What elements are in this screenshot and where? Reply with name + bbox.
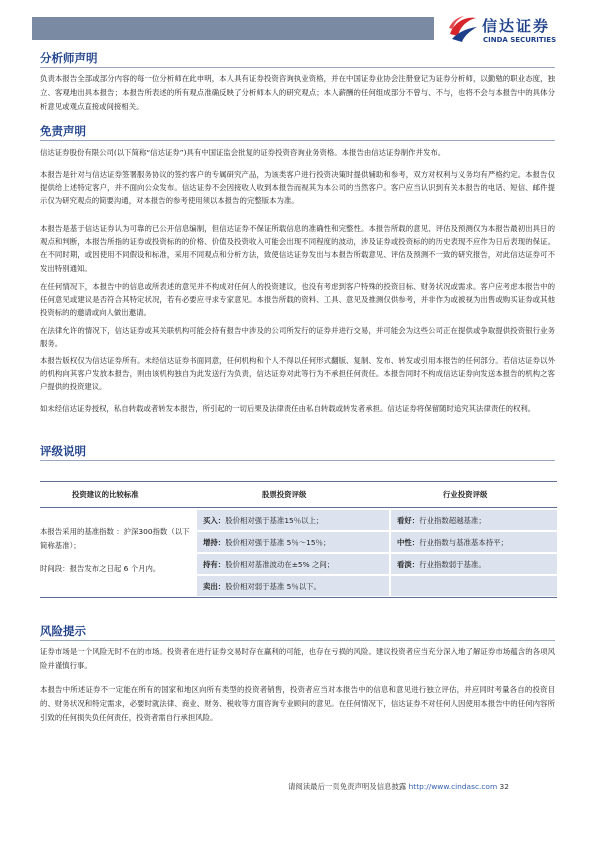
rating-description: 股价相对基准波动在±5% 之间； [225, 560, 335, 569]
disclaimer-paragraph-4: 在任何情况下，本报告中的信息或所表述的意见并不构成对任何人的投资建议，也没有考虑到客户特殊的投资目标、财务状况或需求。客户应考虑本报告中的任何意见或建议是否符合其特定状况，若有必要应寻求专家意见。本报告所载的资料、工具、意见及推测仅供参考，并非作为或被视为出售或购买证券或其他投资标的的邀请或向人做出邀请。 [40, 282, 555, 318]
footer-disclaimer-note: 请阅读最后一页免责声明及信息披露 [288, 782, 407, 791]
time-period-text: 时间段：报告发布之日起 6 个月内。 [40, 564, 161, 573]
section-divider [40, 640, 555, 641]
header-comparison-basis: 投资建议的比较标准 [72, 490, 139, 499]
rating-heading: 评级说明 [40, 444, 86, 458]
cinda-logo [446, 12, 576, 48]
header-industry-rating: 行业投资评级 [443, 490, 488, 499]
rating-label: 中性： [397, 538, 420, 547]
cinda-logo-icon [446, 12, 480, 46]
rating-description: 股价相对强于基准 5％～15％； [225, 538, 331, 547]
disclaimer-paragraph-5: 在法律允许的情况下，信达证券或其关联机构可能会持有报告中涉及的公司所发行的证券并进行交易，并可能会为这些公司正在提供或争取提供投资银行业务服务。 [40, 326, 555, 349]
logo-english-name: CINDA SECURITIES [483, 36, 557, 44]
disclaimer-paragraph-7: 如未经信达证券授权，私自转载或者转发本报告，所引起的一切后果及法律责任由私自转载或转发者承担。信达证券将保留随时追究其法律责任的权利。 [40, 404, 536, 413]
stock-rating-row-buy [197, 510, 389, 530]
section-divider [40, 67, 555, 68]
rating-label: 看好： [397, 516, 420, 525]
disclaimer-paragraph-3: 本报告是基于信达证券认为可靠的已公开信息编制，但信达证券不保证所载信息的准确性和完整性。本报告所载的意见、评估及预测仅为本报告最初出具日的观点和判断，本报告所指的证券或投资标的的价格、价值及投资收入可能会出现不同程度的波动，涉及证券或投资标的的历史表现不应作为日后表现的保证。在不同时期，或因使用不同假设和标准，采用不同观点和分析方法，致使信达证券发出与本报告所载意见、评估及预测不一致的研究报告，对此信达证券可不发出特别通知。 [40, 224, 555, 273]
disclaimer-paragraph-2: 本报告是针对与信达证券签署服务协议的签约客户的专属研究产品，为该类客户进行投资决策时提供辅助和参考，双方对权利与义务均有严格约定。本报告仅提供给上述特定客户，并不面向公众发布。信达证券不会因接收人收到本报告而视其为本公司的当然客户。客户应当认识到有关本报告的电话、短信、邮件提示仅为研究观点的简要沟通，对本报告的参考使用须以本报告的完整版本为准。 [40, 170, 555, 206]
risk-heading: 风险提示 [40, 624, 86, 638]
rating-label: 持有： [203, 560, 226, 569]
industry-rating-row-neutral [391, 532, 557, 552]
page-footer [288, 781, 509, 792]
rating-description: 股价相对弱于基准 5％以下。 [225, 582, 321, 591]
rating-description: 行业指数超越基准； [419, 516, 486, 525]
section-divider [40, 140, 555, 141]
risk-paragraph-1: 证券市场是一个风险无时不在的市场。投资者在进行证券交易时存在赢利的可能，也存在亏损的风险。建议投资者应当充分深入地了解证券市场蕴含的各项风险并谨慎行事。 [40, 647, 555, 671]
rating-description: 行业指数与基准基本持平； [419, 538, 508, 547]
industry-rating-row-blank [391, 576, 557, 596]
disclaimer-paragraph-1: 信达证券股份有限公司(以下简称“信达证券”)具有中国证监会批复的证券投资咨询业务资格。本报告由信达证券制作并发布。 [40, 148, 446, 157]
analyst-statement-text: 负责本报告全部或部分内容的每一位分析师在此申明，本人具有证券投资咨询执业资格，并在中国证券业协会注册登记为证券分析师，以勤勉的职业态度，独立、客观地出具本报告；本报告所表述的所有观点准确反映了分析师本人的研究观点；本人薪酬的任何组成部分不曾与、不与，也将不会与本报告中的具体分析意见或观点直接或间接相关。 [40, 74, 555, 112]
rating-label: 增持： [203, 538, 226, 547]
risk-paragraph-2: 本报告中所述证券不一定能在所有的国家和地区向所有类型的投资者销售，投资者应当对本报告中的信息和意见进行独立评估，并应同时考量各自的投资目的、财务状况和特定需求，必要时就法律、商业、财务、税收等方面咨询专业顾问的意见。在任何情况下，信达证券不对任何人因使用本报告中的任何内容所引致的任何损失负任何责任，投资者需自行承担风险。 [40, 685, 555, 723]
stock-rating-column [197, 508, 389, 597]
analyst-statement-heading: 分析师声明 [40, 51, 98, 65]
rating-description: 股价相对强于基准15％以上； [225, 516, 324, 525]
rating-table [40, 481, 557, 598]
section-divider [40, 460, 555, 461]
rating-label: 卖出： [203, 582, 226, 591]
page-number: 32 [499, 782, 509, 791]
disclaimer-heading: 免责声明 [40, 124, 86, 138]
disclaimer-paragraph-6: 本报告版权仅为信达证券所有。未经信达证券书面同意，任何机构和个人不得以任何形式翻版、复制、发布、转发或引用本报告的任何部分。若信达证券以外的机构向其客户发放本报告，则由该机构独自为此发送行为负责，信达证券对此等行为不承担任何责任。本报告同时不构成信达证券向发送本报告的机构之客户提供的投资建议。 [40, 356, 555, 392]
logo-chinese-name: 信达证券 [482, 17, 551, 35]
benchmark-index-text: 本报告采用的基准指数 ：沪深300指数（以下简称基准）； [40, 527, 190, 550]
rating-description: 行业指数弱于基准。 [419, 560, 486, 569]
industry-rating-row-negative [391, 554, 557, 574]
stock-rating-row-sell [197, 576, 389, 596]
stock-rating-row-hold [197, 554, 389, 574]
rating-label: 看淡： [397, 560, 420, 569]
stock-rating-row-accumulate [197, 532, 389, 552]
footer-website-link[interactable]: http://www.cindasc.com [408, 782, 498, 791]
header-stock-rating: 股票投资评级 [262, 490, 307, 499]
rating-label: 买入： [203, 516, 226, 525]
industry-rating-column [391, 508, 557, 597]
industry-rating-row-positive [391, 510, 557, 530]
header-bar [32, 17, 434, 40]
